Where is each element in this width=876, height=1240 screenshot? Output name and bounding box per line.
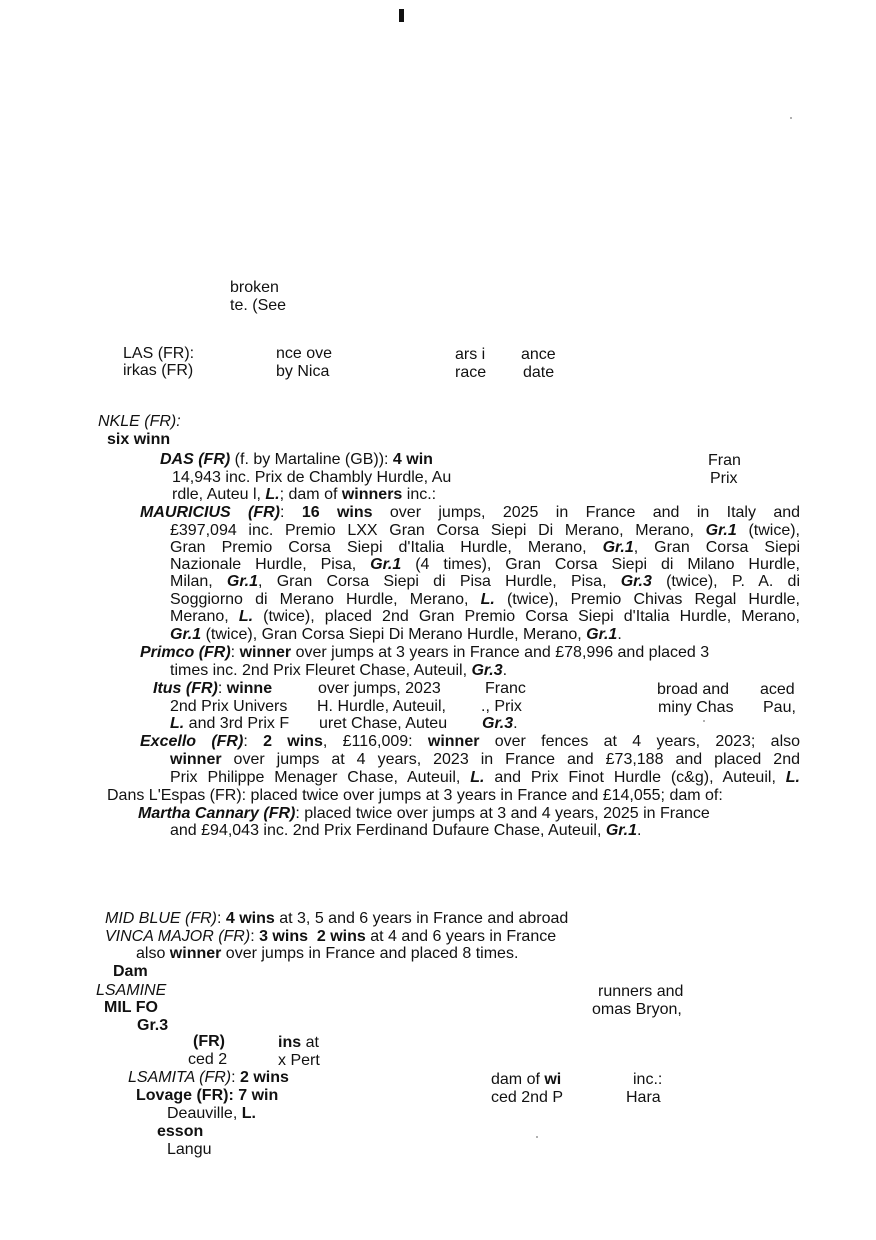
vinca-major-line [105,928,556,945]
fragment-irkas: irkas (FR) [123,362,194,379]
fragment-ance: ance [521,346,556,363]
lovage-line [136,1087,278,1104]
itus-fragment: aced [760,681,795,698]
fragment-by-nica: by Nica [276,363,330,380]
text: MID BLUE (FR) [105,910,217,927]
text: winner [239,644,292,661]
text: Gr.1 [170,626,202,643]
excello-line3 [170,769,800,786]
text: Merano, [170,608,239,625]
text: £397,094 inc. Premio LXX Gran Corsa Siepi Di Merano, Merano, [170,522,706,539]
text: winner [170,751,222,768]
entry-das-line3 [172,486,436,503]
text: also [136,945,170,962]
text: : [228,1087,239,1104]
text: . [636,822,642,839]
text: rdle, Auteu l, [172,486,266,503]
fragment-las: LAS (FR): [123,345,195,362]
mauricius-line6 [170,591,800,608]
text: . [617,626,622,643]
text: L. [480,591,495,608]
text: (twice), P. A. di [651,573,800,590]
text: Gr.1 [586,626,618,643]
text: Gran Premio Corsa Siepi d'Italia Hurdle, Merano, [170,539,603,556]
itus-fragment: over jumps, 2023 [318,680,441,697]
text: : [280,504,302,521]
text: (twice), Gran Corsa Siepi Di Merano Hurdle, Merano, [201,626,587,643]
text: : [231,1069,240,1086]
text: 2 wins [240,1069,289,1086]
text: over jumps in France and placed 8 times. [221,945,519,962]
itus-line3-end [482,715,518,732]
mauricius-line2 [170,522,800,539]
text: at 3, 5 and 6 years in France and abroad [274,910,569,927]
itus-line1 [153,680,272,697]
text: : [230,644,240,661]
text: over fences at 4 years, 2023; also [479,733,801,750]
text: , Gran Corsa Siepi di Pisa Hurdle, Pisa, [258,573,621,590]
itus-fragment: Franc [485,680,526,697]
text: Gr.3 [471,662,503,679]
text: Milan, [170,573,227,590]
text: : [243,733,264,750]
text: at [301,1034,319,1051]
entry-das-line1 [160,451,433,468]
fragment-gr3: Gr.3 [137,1017,169,1034]
fragment-mil-fo: MIL FO [104,999,158,1016]
mauricius-line3 [170,539,800,556]
text: VINCA MAJOR (FR) [105,928,251,945]
mauricius-line7 [170,608,800,625]
text: (twice), [736,522,800,539]
text: 2 wins [316,928,366,945]
text: 3 wins [259,928,308,945]
text: (twice), Premio Chivas Regal Hurdle, [494,591,800,608]
fragment-dam-of [491,1071,561,1088]
horse-name: MAURICIUS (FR) [140,504,281,521]
fragment-ced-2: ced 2 [188,1051,228,1068]
text: Gr.3 [620,573,652,590]
text: winne [226,680,273,697]
fragment-deauville [167,1105,256,1122]
text: over jumps at 4 years, 2023 in France and £73,188 and placed 2nd [221,751,800,768]
fragment-lsamine: LSAMINE [96,982,167,999]
text: Gr.1 [226,573,259,590]
fragment-prix: Prix [710,470,738,487]
text: L. [785,769,800,786]
itus-fragment: ., Prix [481,698,522,715]
fragment-date: date [523,364,555,381]
text: over jumps, 2025 in France and in Italy and [372,504,801,521]
fragment-six-winners: six winn [107,431,171,448]
text: (twice), placed 2nd Gran Premio Corsa Siepi d'Italia Hurdle, Merano, [253,608,801,625]
text: L. [265,486,280,503]
text: winner [169,945,222,962]
text: (4 times), Gran Corsa Siepi di Milano Hurdle, [401,556,801,573]
text: ins [278,1034,302,1051]
text: wi [544,1071,562,1088]
text: Gr.1 [605,822,637,839]
dans-lespas-line: Dans L'Espas (FR): placed twice over jumps at 3 years in France and £14,055; dam of: [107,787,723,804]
itus-fragment: uret Chase, Auteu [319,715,448,732]
text: 16 wins [301,504,373,521]
text: and 3rd Prix F [184,715,290,732]
mid-blue-line [105,910,568,927]
martha-line1 [138,805,710,822]
excello-line2 [170,751,800,768]
text: Gr.3 [482,715,514,732]
speck [536,1136,538,1138]
text: at 4 and 6 years in France [365,928,557,945]
text: : placed twice over jumps at 3 and 4 years, 2025 in France [295,805,710,822]
text: LSAMITA (FR) [128,1069,232,1086]
horse-name: Martha Cannary (FR) [138,805,296,822]
text [308,928,317,945]
mauricius-line8 [170,626,622,643]
mauricius-line5 [170,573,800,590]
text: L. [170,715,185,732]
fragment-nkle: NKLE (FR): [98,413,181,430]
text: . [502,662,508,679]
itus-fragment: 2nd Prix Univers [170,698,288,715]
text: Gr.1 [370,556,402,573]
horse-name: Excello (FR) [140,733,244,750]
fragment-ins-at [278,1034,319,1051]
text: Nazionale Hurdle, Pisa, [170,556,371,573]
mauricius-line1 [140,504,800,521]
text: winner [427,733,480,750]
text: over jumps at 3 years in France and £78,996 and placed 3 [291,644,710,661]
text: 4 win [392,451,433,468]
horse-name: Lovage (FR) [136,1087,229,1104]
itus-fragment: broad and [657,681,730,698]
text: . [513,715,518,732]
excello-line1 [140,733,800,750]
martha-line2 [170,822,641,839]
lsamita-line [128,1069,289,1086]
fragment-x-pert: x Pert [278,1052,320,1069]
itus-fragment: Pau, [763,699,796,716]
horse-name: Primco (FR) [140,644,231,661]
text: ; dam of [279,486,342,503]
horse-name: DAS (FR) [160,451,231,468]
text: Deauville, [167,1105,242,1122]
text: L. [470,769,485,786]
fragment-langu: Langu [167,1141,212,1158]
text: dam of [491,1071,545,1088]
fragment-ced-2nd-p: ced 2nd P [491,1089,564,1106]
text: times inc. 2nd Prix Fleuret Chase, Auteuil, [170,662,472,679]
itus-fragment: miny Chas [658,699,734,716]
text: Soggiorno di Merano Hurdle, Merano, [170,591,481,608]
vinca-also-line [136,945,518,962]
text: and Prix Finot Hurdle (c&g), Auteuil, [484,769,786,786]
text: inc.: [402,486,437,503]
speck [703,720,705,722]
fragment-nce-ove: nce ove [276,345,333,362]
mauricius-line4 [170,556,800,573]
text: Gr.1 [602,539,634,556]
entry-das-line2: 14,943 inc. Prix de Chambly Hurdle, Au [172,469,452,486]
text: : [217,680,227,697]
itus-line3 [170,715,289,732]
text: , Gran Corsa Siepi [633,539,801,556]
fragment-ars: ars i [455,346,486,363]
text: winners [341,486,403,503]
dam-heading: Dam [113,963,148,980]
primco-line1 [140,644,709,661]
page-edge-mark [399,9,404,22]
text: Gr.1 [705,522,737,539]
text: : [250,928,260,945]
fragment-omas-bryon: omas Bryon, [592,1001,682,1018]
text: 7 win [238,1087,279,1104]
fragment-esson: esson [157,1123,204,1140]
horse-name: Itus (FR) [153,680,218,697]
text: 2 wins [263,733,323,750]
text: 4 wins [225,910,275,927]
fragment-fran: Fran [708,452,741,469]
text: , £116,009: [322,733,428,750]
text: (f. by Martaline (GB)): [234,451,393,468]
text: Prix Philippe Menager Chase, Auteuil, [170,769,471,786]
primco-line2 [170,662,507,679]
fragment-inc: inc.: [633,1071,663,1088]
fragment-broken: broken [230,279,279,296]
itus-fragment: H. Hurdle, Auteuil, [317,698,446,715]
speck [790,117,792,119]
fragment-see: te. (See [230,297,287,314]
fragment-hara: Hara [626,1089,661,1106]
fragment-runners: runners and [598,983,684,1000]
fragment-race: race [455,364,487,381]
fragment-fr: (FR) [193,1033,225,1050]
text: : [217,910,226,927]
text: and £94,043 inc. 2nd Prix Ferdinand Dufaure Chase, Auteuil, [170,822,606,839]
text: L. [238,608,254,625]
text: L. [241,1105,256,1122]
